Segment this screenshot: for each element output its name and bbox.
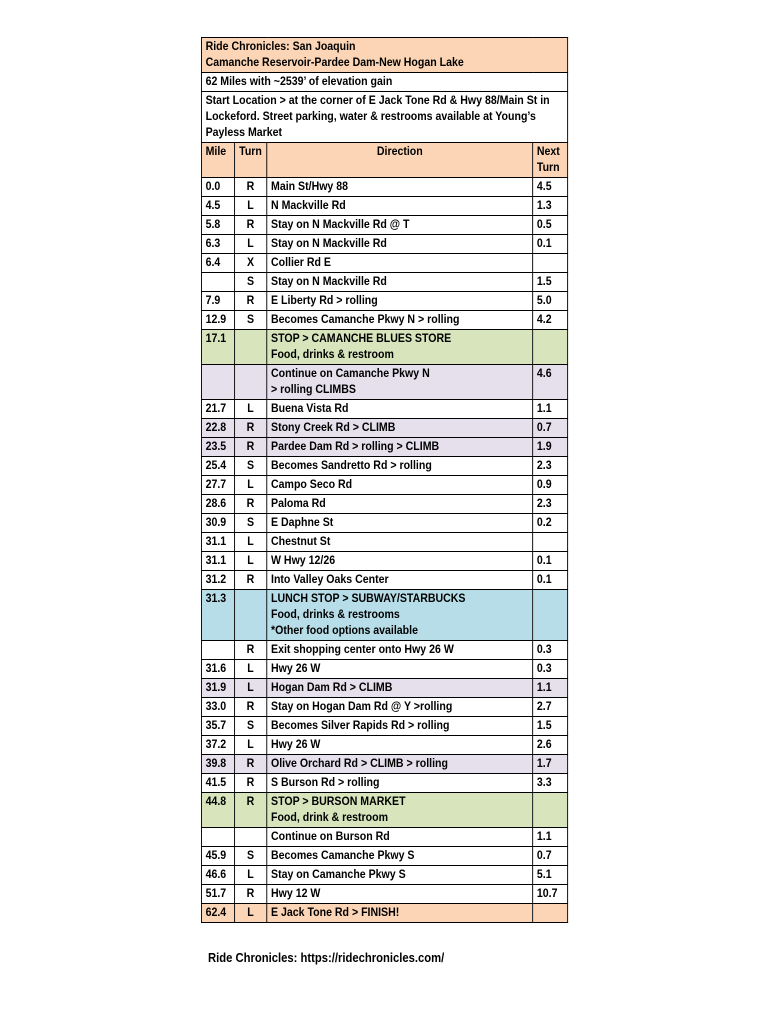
cue-mile: 21.7 (201, 400, 234, 419)
cue-direction: Stay on N Mackville Rd (267, 235, 533, 254)
cue-mile (201, 365, 234, 400)
cue-direction: Continue on Camanche Pkwy N > rolling CLIMBS (267, 365, 533, 400)
cue-next-turn (533, 590, 568, 641)
cue-row (201, 197, 567, 216)
cue-direction: Olive Orchard Rd > CLIMB > rolling (267, 755, 533, 774)
cue-direction: Buena Vista Rd (267, 400, 533, 419)
cue-direction: Hwy 12 W (267, 885, 533, 904)
cue-row (201, 514, 567, 533)
cue-row (201, 330, 567, 365)
cue-next-turn (533, 904, 568, 923)
col-header-turn: Turn (234, 143, 267, 178)
cue-mile: 31.2 (201, 571, 234, 590)
cue-direction: Main St/Hwy 88 (267, 178, 533, 197)
cue-direction: Paloma Rd (267, 495, 533, 514)
footer-credit: Ride Chronicles: https://ridechronicles.com/ (208, 951, 445, 965)
cue-row (201, 590, 567, 641)
cue-direction: Collier Rd E (267, 254, 533, 273)
cue-next-turn (533, 254, 568, 273)
cue-row (201, 552, 567, 571)
cue-mile: 22.8 (201, 419, 234, 438)
cue-mile: 62.4 (201, 904, 234, 923)
col-header-mile: Mile (201, 143, 234, 178)
cue-next-turn: 2.3 (533, 495, 568, 514)
distance-row (201, 73, 567, 92)
cue-row (201, 235, 567, 254)
cue-row (201, 533, 567, 552)
cue-row (201, 438, 567, 457)
cue-turn: S (234, 717, 267, 736)
cue-next-turn (533, 330, 568, 365)
cue-direction: Stay on Camanche Pkwy S (267, 866, 533, 885)
cue-mile: 41.5 (201, 774, 234, 793)
cue-turn: L (234, 552, 267, 571)
ride-title-line1: Ride Chronicles: San Joaquin (205, 41, 356, 53)
cue-direction: E Daphne St (267, 514, 533, 533)
cue-row (201, 495, 567, 514)
cue-row (201, 679, 567, 698)
cue-mile: 7.9 (201, 292, 234, 311)
cue-mile: 33.0 (201, 698, 234, 717)
cue-sheet-table (201, 37, 568, 923)
cue-mile: 46.6 (201, 866, 234, 885)
cue-turn: L (234, 400, 267, 419)
start-location-row (201, 92, 567, 143)
ride-title-line2: Camanche Reservoir-Pardee Dam-New Hogan Lake (205, 57, 464, 69)
cue-mile: 0.0 (201, 178, 234, 197)
cue-mile: 39.8 (201, 755, 234, 774)
cue-direction: Becomes Silver Rapids Rd > rolling (267, 717, 533, 736)
cue-mile (201, 273, 234, 292)
cue-next-turn: 2.3 (533, 457, 568, 476)
cue-row (201, 904, 567, 923)
cue-row (201, 698, 567, 717)
cue-next-turn: 3.3 (533, 774, 568, 793)
cue-mile (201, 828, 234, 847)
cue-row (201, 885, 567, 904)
col-header-direction: Direction (267, 143, 533, 178)
cue-turn: R (234, 178, 267, 197)
cue-direction: Campo Seco Rd (267, 476, 533, 495)
cue-turn: R (234, 438, 267, 457)
cue-direction: Chestnut St (267, 533, 533, 552)
cue-mile: 31.1 (201, 552, 234, 571)
cue-row (201, 847, 567, 866)
cue-next-turn: 0.1 (533, 552, 568, 571)
cue-next-turn: 1.1 (533, 679, 568, 698)
cue-row (201, 419, 567, 438)
cue-direction: Hogan Dam Rd > CLIMB (267, 679, 533, 698)
cue-turn: L (234, 660, 267, 679)
cue-next-turn: 0.3 (533, 660, 568, 679)
cue-mile: 35.7 (201, 717, 234, 736)
cue-next-turn: 0.2 (533, 514, 568, 533)
cue-mile: 28.6 (201, 495, 234, 514)
cue-mile: 6.4 (201, 254, 234, 273)
cue-direction: Becomes Camanche Pkwy N > rolling (267, 311, 533, 330)
cue-turn: S (234, 311, 267, 330)
cue-direction: Pardee Dam Rd > rolling > CLIMB (267, 438, 533, 457)
cue-direction: Stay on N Mackville Rd @ T (267, 216, 533, 235)
cue-turn: R (234, 641, 267, 660)
cue-row (201, 292, 567, 311)
cue-direction: LUNCH STOP > SUBWAY/STARBUCKS Food, drinks & restrooms *Other food options available (267, 590, 533, 641)
cue-turn: L (234, 904, 267, 923)
cue-next-turn: 4.6 (533, 365, 568, 400)
cue-direction: S Burson Rd > rolling (267, 774, 533, 793)
cue-turn (234, 330, 267, 365)
cue-direction: STOP > BURSON MARKET Food, drink & restroom (267, 793, 533, 828)
cue-direction: E Jack Tone Rd > FINISH! (267, 904, 533, 923)
cue-next-turn (533, 533, 568, 552)
cue-next-turn: 4.2 (533, 311, 568, 330)
cue-next-turn (533, 793, 568, 828)
cue-row (201, 457, 567, 476)
cue-turn: S (234, 514, 267, 533)
cue-row (201, 571, 567, 590)
title-row (201, 38, 567, 73)
cue-mile: 31.6 (201, 660, 234, 679)
cue-mile: 37.2 (201, 736, 234, 755)
cue-row (201, 476, 567, 495)
cue-turn: R (234, 774, 267, 793)
cue-turn: R (234, 292, 267, 311)
cue-direction: E Liberty Rd > rolling (267, 292, 533, 311)
cue-next-turn: 0.9 (533, 476, 568, 495)
cue-next-turn: 2.6 (533, 736, 568, 755)
cue-next-turn: 0.7 (533, 847, 568, 866)
cue-direction: W Hwy 12/26 (267, 552, 533, 571)
cue-mile: 44.8 (201, 793, 234, 828)
cue-next-turn: 0.1 (533, 235, 568, 254)
cue-turn: L (234, 235, 267, 254)
cue-next-turn: 0.1 (533, 571, 568, 590)
cue-turn (234, 590, 267, 641)
cue-mile: 6.3 (201, 235, 234, 254)
cue-turn (234, 365, 267, 400)
cue-row (201, 717, 567, 736)
cue-turn: L (234, 679, 267, 698)
cue-turn: R (234, 571, 267, 590)
cue-next-turn: 4.5 (533, 178, 568, 197)
cue-direction: N Mackville Rd (267, 197, 533, 216)
column-header-row (201, 143, 567, 178)
cue-row (201, 755, 567, 774)
cue-direction: Becomes Sandretto Rd > rolling (267, 457, 533, 476)
cue-next-turn: 0.5 (533, 216, 568, 235)
cue-next-turn: 1.7 (533, 755, 568, 774)
cue-next-turn: 0.3 (533, 641, 568, 660)
cue-row (201, 828, 567, 847)
cue-next-turn: 1.1 (533, 400, 568, 419)
cue-mile: 17.1 (201, 330, 234, 365)
cue-row (201, 311, 567, 330)
cue-row (201, 273, 567, 292)
cue-row (201, 736, 567, 755)
cue-next-turn: 1.5 (533, 273, 568, 292)
cue-turn: R (234, 755, 267, 774)
cue-turn: X (234, 254, 267, 273)
cue-turn: L (234, 736, 267, 755)
cue-mile: 4.5 (201, 197, 234, 216)
cue-turn: R (234, 216, 267, 235)
cue-next-turn: 5.1 (533, 866, 568, 885)
cue-direction: Stay on N Mackville Rd (267, 273, 533, 292)
cue-row (201, 254, 567, 273)
cue-direction: Hwy 26 W (267, 736, 533, 755)
cue-mile: 23.5 (201, 438, 234, 457)
cue-turn: L (234, 533, 267, 552)
cue-turn: L (234, 866, 267, 885)
cue-direction: Continue on Burson Rd (267, 828, 533, 847)
cue-turn: R (234, 793, 267, 828)
cue-mile: 27.7 (201, 476, 234, 495)
cue-turn: L (234, 476, 267, 495)
col-header-next-turn: Next Turn (533, 143, 568, 178)
cue-row (201, 774, 567, 793)
cue-row (201, 400, 567, 419)
cue-mile (201, 641, 234, 660)
cue-mile: 12.9 (201, 311, 234, 330)
cue-row (201, 365, 567, 400)
cue-row (201, 660, 567, 679)
cue-next-turn: 0.7 (533, 419, 568, 438)
cue-sheet (201, 37, 568, 923)
cue-direction: Stay on Hogan Dam Rd @ Y >rolling (267, 698, 533, 717)
cue-mile: 31.1 (201, 533, 234, 552)
cue-next-turn: 1.5 (533, 717, 568, 736)
distance-summary: 62 Miles with ~2539’ of elevation gain (201, 73, 567, 92)
cue-direction: Exit shopping center onto Hwy 26 W (267, 641, 533, 660)
cue-turn: L (234, 197, 267, 216)
cue-next-turn: 10.7 (533, 885, 568, 904)
cue-direction: STOP > CAMANCHE BLUES STORE Food, drinks & restroom (267, 330, 533, 365)
cue-turn: S (234, 273, 267, 292)
cue-turn: R (234, 495, 267, 514)
cue-turn: S (234, 457, 267, 476)
cue-direction: Becomes Camanche Pkwy S (267, 847, 533, 866)
cue-mile: 45.9 (201, 847, 234, 866)
cue-mile: 51.7 (201, 885, 234, 904)
cue-mile: 30.9 (201, 514, 234, 533)
ride-title (201, 38, 567, 73)
cue-row (201, 641, 567, 660)
cue-row (201, 866, 567, 885)
cue-row (201, 178, 567, 197)
cue-next-turn: 1.3 (533, 197, 568, 216)
cue-mile: 25.4 (201, 457, 234, 476)
cue-direction: Stony Creek Rd > CLIMB (267, 419, 533, 438)
start-location: Start Location > at the corner of E Jack Tone Rd & Hwy 88/Main St in Lockeford. Street parking, water & restrooms available at Young’s Payless Market (201, 92, 567, 143)
cue-direction: Into Valley Oaks Center (267, 571, 533, 590)
cue-mile: 5.8 (201, 216, 234, 235)
cue-next-turn: 1.9 (533, 438, 568, 457)
cue-next-turn: 2.7 (533, 698, 568, 717)
cue-next-turn: 5.0 (533, 292, 568, 311)
cue-next-turn: 1.1 (533, 828, 568, 847)
cue-mile: 31.3 (201, 590, 234, 641)
cue-turn: R (234, 698, 267, 717)
cue-turn (234, 828, 267, 847)
cue-turn: R (234, 885, 267, 904)
cue-turn: S (234, 847, 267, 866)
cue-mile: 31.9 (201, 679, 234, 698)
cue-direction: Hwy 26 W (267, 660, 533, 679)
cue-turn: R (234, 419, 267, 438)
cue-row (201, 793, 567, 828)
cue-row (201, 216, 567, 235)
